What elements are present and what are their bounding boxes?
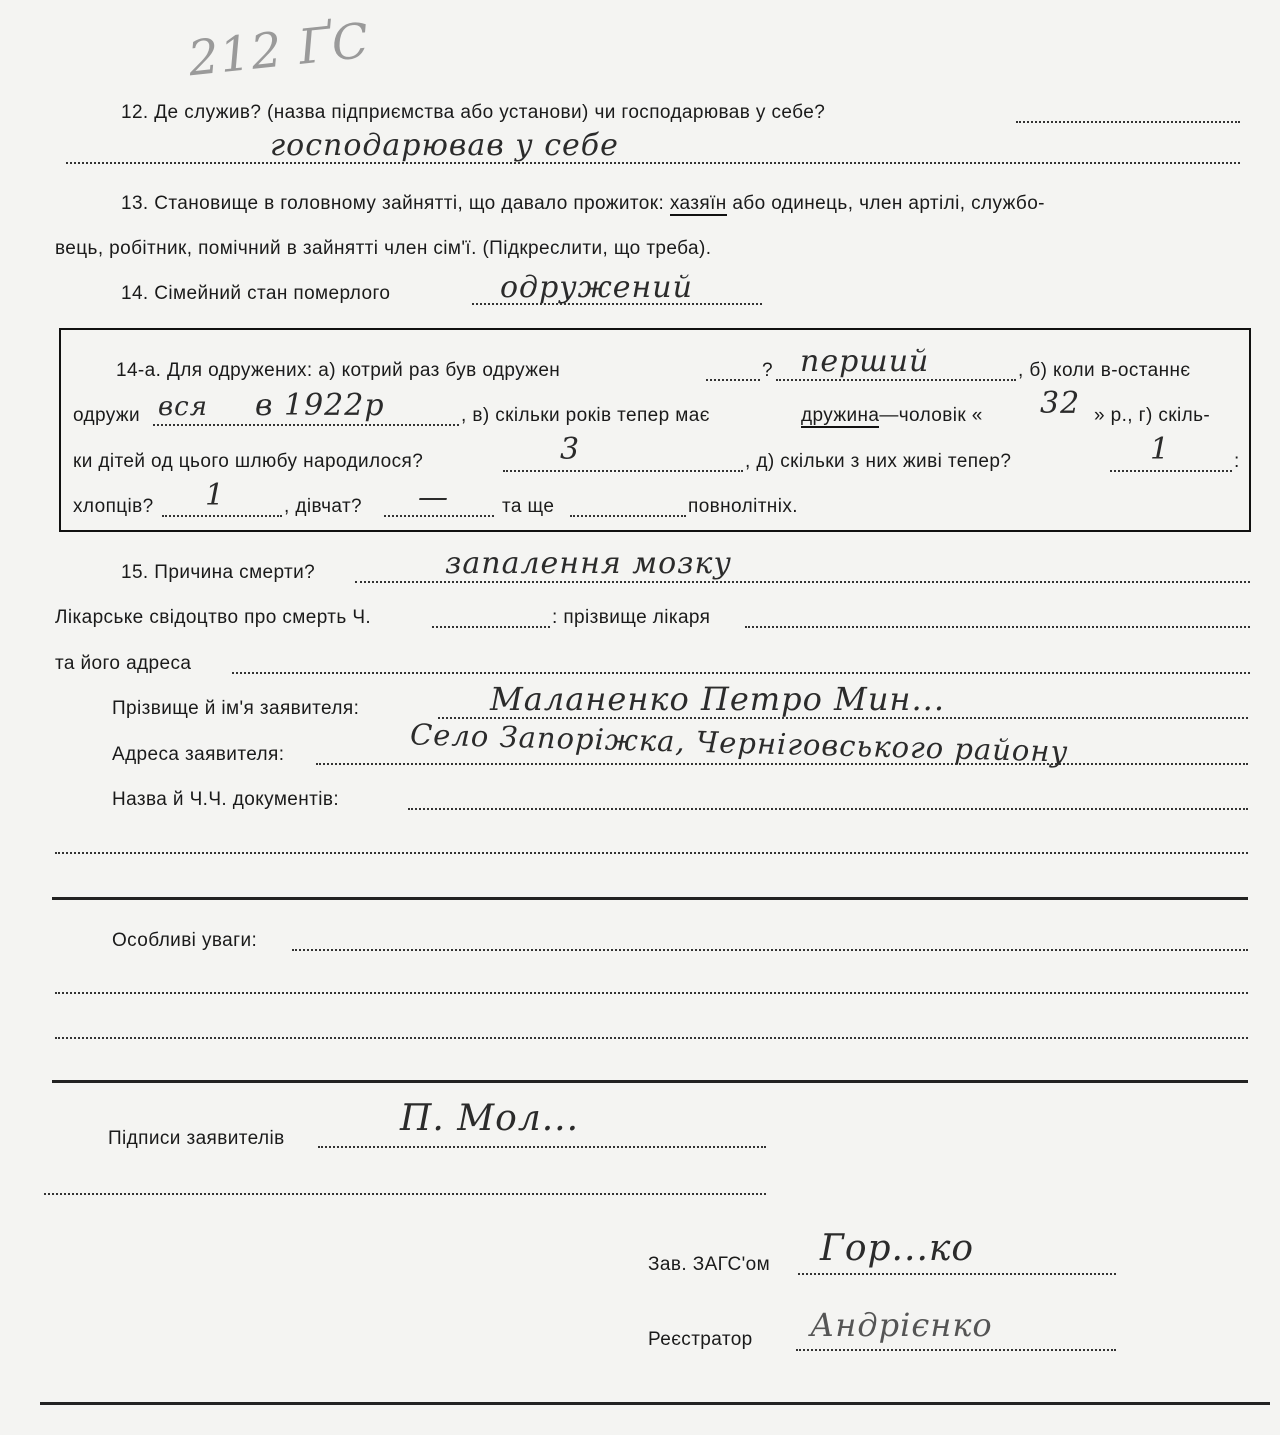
remarks-dotline-3 [55, 1037, 1248, 1039]
q13-line-1-b: або одинець, член артілі, службо- [726, 193, 1045, 214]
bottom-rule [40, 1402, 1270, 1405]
registry-head-signature: Гор...ко [820, 1228, 975, 1269]
q14a-answer-boys: 1 [205, 478, 226, 513]
q14-answer: одружений [500, 270, 693, 305]
registrar-signature: Андрієнко [810, 1306, 993, 1344]
q12-label: 12. Де служив? (назва підприємства або установи) чи господарював у себе? [121, 102, 826, 123]
q14a-line-4-c: та ще [502, 496, 555, 517]
q13-line-2: вець, робітник, помічний в зайнятті член сім'ї. (Підкреслити, що треба). [55, 238, 712, 259]
medical-address-dotline [232, 672, 1250, 674]
q14a-dotline-1b [776, 379, 1016, 381]
q14a-line-3-c: : [1234, 451, 1240, 472]
section-rule-1 [52, 897, 1248, 900]
q14a-line-2-d: » р., г) скіль- [1094, 405, 1211, 426]
medical-dotline-b [745, 626, 1250, 628]
medical-address-label: та його адреса [55, 653, 192, 674]
q14a-dotline-4a [162, 515, 282, 517]
q14a-box [59, 328, 1251, 532]
q14a-line-3-b: , д) скільки з них живі тепер? [745, 451, 1012, 472]
q14a-dotline-2a [153, 424, 459, 426]
q13-underlined-option: хазяїн [669, 193, 727, 214]
q14a-line-1-a: 14-а. Для одружених: а) котрий раз був одружен [116, 360, 561, 381]
q14-label: 14. Сімейний стан померлого [121, 283, 391, 304]
q14a-line-3-a: ки дітей од цього шлюбу народилося? [73, 451, 424, 472]
remarks-dotline-1 [292, 949, 1248, 951]
q14a-answer-year: в 1922р [255, 388, 385, 423]
signatures-dotline-2 [44, 1193, 766, 1195]
q14a-dotline-3b [1110, 470, 1232, 472]
medical-label-b: : прізвище лікаря [552, 607, 711, 628]
medical-dotline-a [432, 626, 550, 628]
q15-answer: запалення мозку [445, 546, 732, 581]
applicant-name-value: Маланенко Петро Мин... [490, 680, 946, 718]
q14a-line-2-c [801, 405, 983, 427]
applicant-address-dotline [316, 763, 1248, 765]
q14a-dotline-1a [706, 379, 760, 381]
registrar-dotline [796, 1349, 1116, 1351]
q14a-dotline-3a [503, 470, 743, 472]
q14a-underlined-wife: дружина [801, 405, 880, 426]
registry-head-label: Зав. ЗАГС'ом [648, 1254, 771, 1275]
q13-line-1-a: 13. Становище в головному зайнятті, що давало прожиток: [121, 193, 670, 214]
q14a-answer-alive: 1 [1150, 432, 1171, 467]
q15-label: 15. Причина смерти? [121, 562, 316, 583]
q14a-dotline-4c [570, 515, 686, 517]
q14a-answer-girls: — [418, 480, 449, 515]
archive-number: 212 ҐС [185, 12, 373, 88]
q14a-answer-children: 3 [560, 432, 581, 467]
q14a-line-1-q: ? [762, 360, 773, 381]
q14a-line-2-a: одружи [73, 405, 141, 426]
q12-dotline-2 [66, 162, 1240, 164]
q14a-answer-times: перший [800, 344, 930, 379]
q14a-line-1-b: , б) коли в-останнє [1018, 360, 1191, 381]
applicant-address-label: Адреса заявителя: [112, 744, 285, 765]
medical-label-a: Лікарське свідоцтво про смерть Ч. [55, 607, 372, 628]
q14a-line-4-d: повнолітніх. [688, 496, 798, 517]
q12-answer: господарював у себе [270, 128, 619, 163]
applicant-address-value: Село Запоріжка, Черніговського району [409, 717, 1069, 769]
registry-head-dotline [798, 1273, 1116, 1275]
q14a-line-2-b: , в) скільки років тепер має [461, 405, 710, 426]
remarks-label: Особливі уваги: [112, 930, 258, 951]
q13-line-1 [121, 193, 1045, 215]
remarks-dotline-2 [55, 992, 1248, 994]
q14a-answer-age: 32 [1040, 386, 1081, 421]
applicant-docs-label: Назва й Ч.Ч. документів: [112, 789, 340, 810]
applicant-docs-dotline-2 [55, 852, 1248, 854]
section-rule-2 [52, 1080, 1248, 1083]
registrar-label: Реєстратор [648, 1329, 753, 1350]
q14a-line-4-b: , дівчат? [284, 496, 363, 517]
applicant-signature: П. Мол... [400, 1098, 580, 1139]
q14a-answer-ending: вся [158, 392, 208, 422]
q14a-dotline-4b [384, 515, 494, 517]
applicant-name-label: Прізвище й ім'я заявителя: [112, 698, 360, 719]
applicant-docs-dotline-1 [408, 808, 1248, 810]
signatures-dotline-1 [318, 1146, 766, 1148]
q15-dotline [355, 581, 1250, 583]
q14a-line-4-a: хлопців? [73, 496, 154, 517]
q14a-line-2-c-text: —чоловік « [879, 405, 983, 426]
signatures-label: Підписи заявителів [108, 1128, 285, 1149]
q12-dotline-1 [1016, 121, 1240, 123]
